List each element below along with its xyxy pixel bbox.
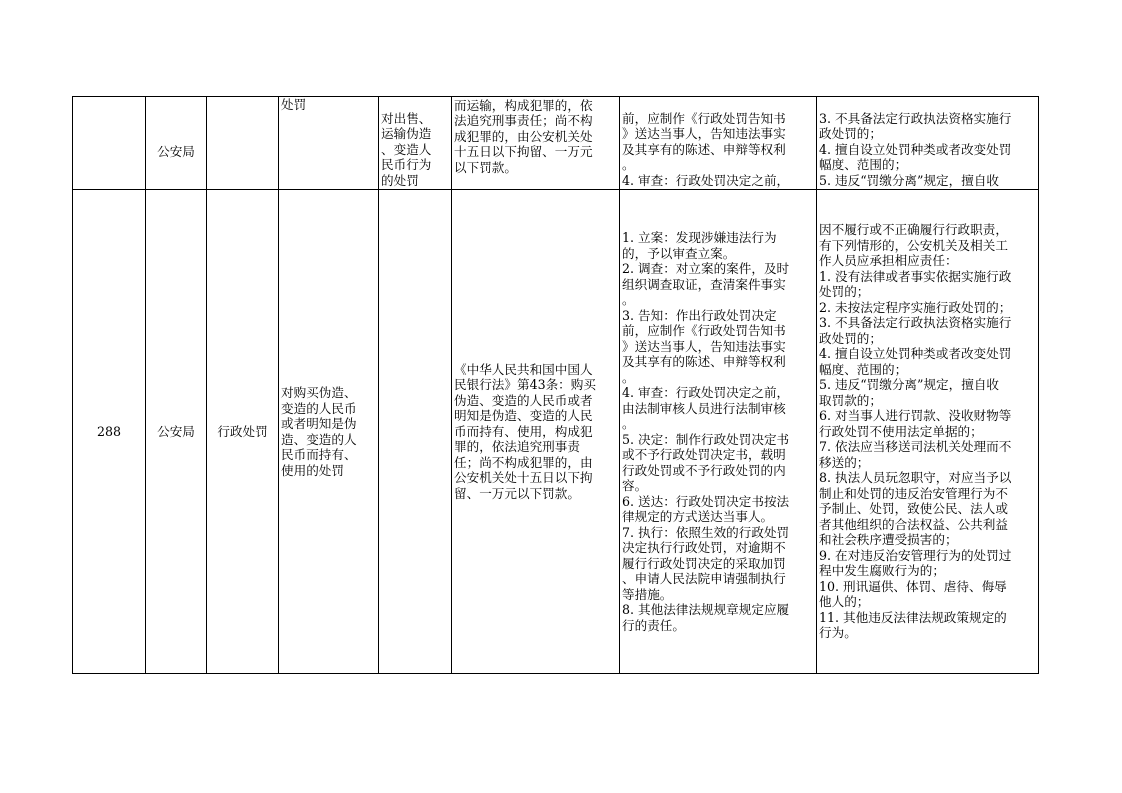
responsibility-cell: 前，应制作《行政处罚告知书 》送达当事人，告知违法事实 及其享有的陈述、申辩等权利 。 4. 审查：行政处罚决定之前， bbox=[620, 97, 817, 190]
accountability-cell: 3. 不具备法定行政执法资格实施行 政处罚的； 4. 擅自设立处罚种类或者改变处罚 幅度、范围的； 5. 违反“罚缴分离”规定，擅自收 bbox=[817, 97, 1039, 190]
item-name-cell: 对购买伪造、 变造的人民币 或者明知是伪 造、变造的人 民币而持有、 使用的处罚 bbox=[279, 190, 379, 674]
seq-cell: 288 bbox=[73, 190, 146, 674]
sub-item-cell: 对出售、 运输伪造 、变造人 民币行为 的处罚 bbox=[379, 97, 452, 190]
table-row bbox=[73, 190, 1039, 674]
dept-cell: 公安局 bbox=[146, 190, 207, 674]
table-row bbox=[73, 97, 1039, 190]
seq-cell bbox=[73, 97, 146, 190]
category-cell: 行政处罚 bbox=[207, 190, 279, 674]
responsibility-cell: 1. 立案：发现涉嫌违法行为 的，予以审查立案。 2. 调查：对立案的案件，及时 组织调查取证，查清案件事实 。 3. 告知：作出行政处罚决定 前，应制作《行政处罚告知书 》送达当事人，告知违法事实 及其享有的陈述、申辩等权利 。 4. 审查：行政处罚决定之前， 由法制审核人员进行法制审核 。 5. 决定：制作行政处罚决定书 或不予行政处罚决定书，载明 行政处罚或不予行政处罚的内 容。 6. 送达：行政处罚决定书按法 律规定的方式送达当事人。 7. 执行：依照生效的行政处罚 决定执行行政处罚，对逾期不 履行行政处罚决定的采取加罚 、申请人民法院申请强制执行 等措施。 8. 其他法律法规规章规定应履 行的责任。 bbox=[620, 190, 817, 674]
accountability-cell: 因不履行或不正确履行行政职责， 有下列情形的，公安机关及相关工 作人员应承担相应责任： 1. 没有法律或者事实依据实施行政 处罚的； 2. 未按法定程序实施行政处罚的； 3. 不具备法定行政执法资格实施行 政处罚的； 4. 擅自设立处罚种类或者改变处罚 幅度、范围的； 5. 违反“罚缴分离”规定，擅自收 取罚款的； 6. 对当事人进行罚款、没收财物等 行政处罚不使用法定单据的； 7. 依法应当移送司法机关处理而不 移送的； 8. 执法人员玩忽职守，对应当予以 制止和处罚的违反治安管理行为不 予制止、处罚，致使公民、法人或 者其他组织的合法权益、公共利益 和社会秩序遭受损害的； 9. 在对违反治安管理行为的处罚过 程中发生腐败行为的； 10. 刑讯逼供、体罚、虐待、侮辱 他人的； 11. 其他违反法律法规政策规定的 行为。 bbox=[817, 190, 1039, 674]
basis-cell: 《中华人民共和国中国人 民银行法》第43条：购买 伪造、变造的人民币或者 明知是伪造、变造的人民 币而持有、使用，构成犯 罪的，依法追究刑事责 任；尚不构成犯罪的，由 公安机关处十五日以下拘 留、一万元以下罚款。 bbox=[452, 190, 620, 674]
dept-cell: 公安局 bbox=[146, 97, 207, 190]
power-list-table bbox=[72, 96, 1039, 674]
sub-item-cell bbox=[379, 190, 452, 674]
basis-cell: 而运输，构成犯罪的，依 法追究刑事责任；尚不构 成犯罪的，由公安机关处 十五日以下拘留、一万元 以下罚款。 bbox=[452, 97, 620, 190]
category-cell bbox=[207, 97, 279, 190]
item-name-cell: 处罚 bbox=[279, 97, 379, 190]
